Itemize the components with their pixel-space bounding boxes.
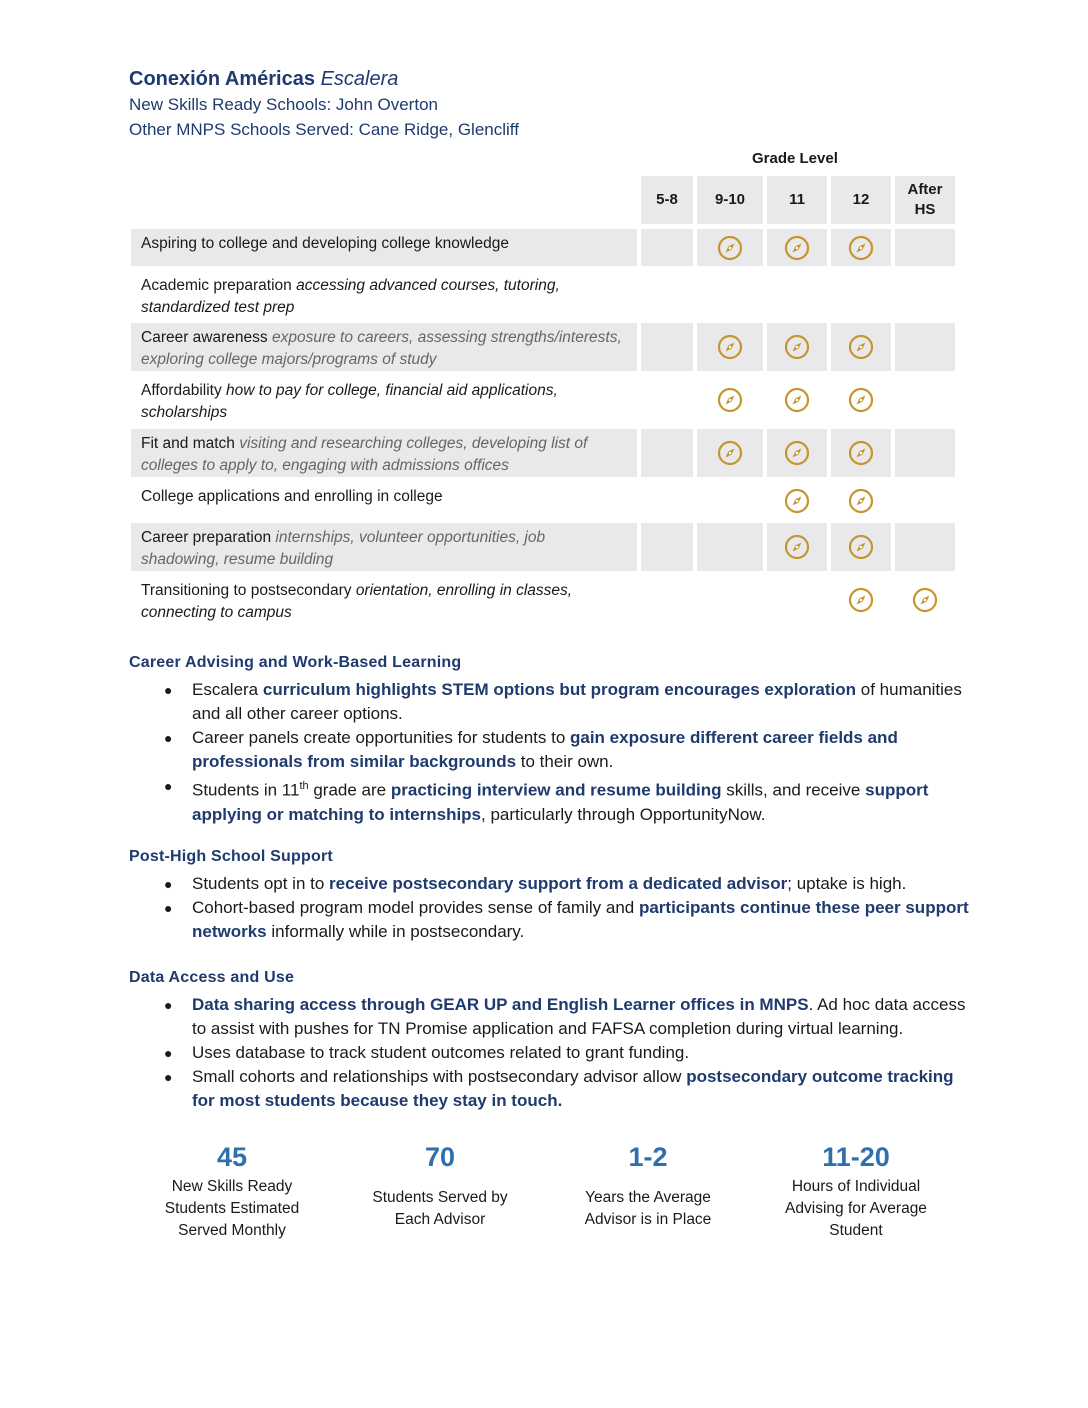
grade-cell	[697, 271, 763, 319]
table-row-label	[131, 576, 637, 624]
bullet-icon: ●	[164, 778, 173, 794]
grade-cell	[895, 576, 955, 624]
grade-column-header: 11	[767, 176, 827, 224]
grade-cell	[895, 229, 955, 266]
compass-icon	[912, 587, 938, 613]
grade-cell	[641, 482, 693, 519]
stat-value: 70	[424, 1142, 456, 1172]
row-description: orientation, enrolling in classes, connecting to campus	[141, 582, 573, 621]
section-heading: Data Access and Use	[129, 969, 295, 986]
org-name: Conexión Américas	[129, 68, 315, 90]
bullet-text: Cohort-based program model provides sense of family and	[192, 898, 639, 917]
bullet-text: ; uptake is high.	[787, 874, 907, 893]
grade-cell	[641, 576, 693, 624]
stat-label: Students Served by Each Advisor	[372, 1189, 508, 1228]
grade-cell	[831, 271, 891, 319]
highlighted-text: receive postsecondary support from a dedicated advisor	[329, 874, 788, 893]
grade-cell	[831, 523, 891, 571]
compass-icon	[848, 334, 874, 360]
bullet-list	[150, 872, 970, 944]
table-row-label	[131, 482, 637, 519]
row-title: Aspiring to college and developing college knowledge	[141, 235, 509, 252]
grade-cell	[767, 576, 827, 624]
highlighted-text: postsecondary outcome tracking for most students because they stay in touch.	[192, 1067, 954, 1110]
grade-cell	[697, 482, 763, 519]
stat-label: Years the Average Advisor is in Place	[584, 1189, 712, 1228]
bullet-text: to their own.	[516, 752, 614, 771]
grade-cell	[641, 323, 693, 371]
stat-label: Hours of Individual Advising for Average Student	[785, 1178, 927, 1239]
nsr-schools-line: New Skills Ready Schools: John Overton	[129, 95, 438, 114]
highlighted-text: practicing interview and resume building	[390, 780, 722, 800]
row-description: exposure to careers, assessing strengths/interests, exploring college majors/programs of study	[141, 329, 622, 368]
grade-cell	[641, 523, 693, 571]
stat-block	[553, 1140, 743, 1231]
grade-cell	[895, 523, 955, 571]
grade-column-header	[895, 176, 955, 224]
bullet-text: Uses database to track student outcomes related to grant funding.	[192, 1043, 690, 1062]
bullet-icon: ●	[164, 730, 173, 746]
stat-block	[761, 1140, 951, 1242]
bullet-list	[150, 678, 970, 827]
grade-cell	[641, 429, 693, 477]
row-title: Transitioning to postsecondary	[141, 582, 352, 599]
grade-cell	[831, 429, 891, 477]
bullet-icon: ●	[164, 900, 173, 916]
row-title: College applications and enrolling in college	[141, 488, 443, 505]
bullet-text: Students opt in to	[192, 874, 330, 893]
row-title: Career awareness	[141, 329, 268, 346]
bullet-icon: ●	[164, 876, 173, 892]
grade-cell	[895, 271, 955, 319]
bullet-icon: ●	[164, 997, 173, 1013]
grade-cell	[697, 523, 763, 571]
bullet-text: Escalera	[192, 680, 263, 699]
grade-cell	[831, 376, 891, 424]
highlighted-text: Data sharing access through GEAR UP and English Learner offices in MNPS	[192, 995, 809, 1014]
row-description: accessing advanced courses, tutoring, standardized test prep	[141, 277, 560, 316]
grade-cell	[697, 429, 763, 477]
row-title: Career preparation	[141, 529, 272, 546]
compass-icon	[848, 488, 874, 514]
grade-column-header: 9-10	[697, 176, 763, 224]
grade-column-header: 12	[831, 176, 891, 224]
stat-value: 45	[216, 1142, 248, 1172]
grade-cell	[767, 429, 827, 477]
grade-cell	[697, 229, 763, 266]
grade-cell	[697, 576, 763, 624]
bullet-text: skills, and receive	[721, 780, 866, 800]
grade-cell	[831, 576, 891, 624]
bullet-icon: ●	[164, 1045, 173, 1061]
bullet-item	[150, 1041, 970, 1065]
bullet-icon: ●	[164, 1069, 173, 1085]
bullet-item	[150, 774, 970, 827]
program-name: Escalera	[320, 68, 399, 90]
bullet-text: th	[299, 780, 309, 792]
table-row-label	[131, 229, 637, 266]
highlighted-text: gain exposure different career fields and professionals from similar backgrounds	[192, 728, 898, 771]
grade-cell	[831, 229, 891, 266]
grade-cell	[641, 271, 693, 319]
grade-cell	[767, 323, 827, 371]
grade-cell	[831, 482, 891, 519]
compass-icon	[848, 235, 874, 261]
grade-column-header: 5-8	[641, 176, 693, 224]
bullet-item	[150, 896, 970, 944]
compass-icon	[848, 440, 874, 466]
compass-icon	[848, 387, 874, 413]
bullet-text: of humanities and all other career options.	[192, 680, 962, 723]
bullet-text: , particularly through OpportunityNow.	[481, 804, 766, 824]
grade-cell	[831, 323, 891, 371]
bullet-text: . Ad hoc data access to assist with pushes for TN Promise application and FAFSA completion during virtual learning.	[192, 995, 966, 1038]
grade-cell	[641, 376, 693, 424]
row-title: Academic preparation	[141, 277, 292, 294]
row-description: visiting and researching colleges, developing list of colleges to apply to, engaging with admissions offices	[141, 435, 588, 474]
compass-icon	[784, 235, 810, 261]
grade-cell	[767, 229, 827, 266]
grade-cell	[641, 229, 693, 266]
bullet-item	[150, 872, 970, 896]
table-row-label	[131, 271, 637, 319]
highlighted-text: curriculum highlights STEM options but program encourages exploration	[262, 680, 857, 699]
highlighted-text: support applying or matching to internships	[192, 780, 929, 824]
grade-cell	[895, 429, 955, 477]
stat-value: 11-20	[822, 1142, 890, 1172]
bullet-item	[150, 993, 970, 1041]
stat-block	[345, 1140, 535, 1231]
row-title: Fit and match	[141, 435, 235, 452]
compass-icon	[784, 488, 810, 514]
row-title: Affordability	[141, 382, 222, 399]
compass-icon	[784, 387, 810, 413]
grade-column-label: After HS	[907, 181, 943, 218]
compass-icon	[717, 334, 743, 360]
other-schools-line: Other MNPS Schools Served: Cane Ridge, Glencliff	[129, 120, 519, 139]
bullet-text: Small cohorts and relationships with postsecondary advisor allow	[192, 1067, 687, 1086]
bullet-text: grade are	[308, 780, 391, 800]
bullet-list	[150, 993, 970, 1113]
stat-value: 1-2	[628, 1142, 668, 1172]
highlighted-text: participants continue these peer support networks	[192, 898, 969, 941]
bullet-text: informally while in postsecondary.	[266, 922, 525, 941]
compass-icon	[717, 235, 743, 261]
grade-cell	[895, 323, 955, 371]
grade-cell	[767, 482, 827, 519]
grade-cell	[895, 482, 955, 519]
bullet-item	[150, 1065, 970, 1113]
table-row-label	[131, 523, 637, 571]
compass-icon	[784, 440, 810, 466]
grade-cell	[895, 376, 955, 424]
compass-icon	[848, 587, 874, 613]
bullet-icon: ●	[164, 682, 173, 698]
compass-icon	[717, 440, 743, 466]
bullet-item	[150, 678, 970, 726]
grade-level-heading: Grade Level	[752, 150, 838, 167]
page-title	[129, 68, 398, 91]
stat-block	[137, 1140, 327, 1242]
grade-cell	[767, 376, 827, 424]
row-description: internships, volunteer opportunities, job shadowing, resume building	[141, 529, 546, 568]
grade-cell	[697, 323, 763, 371]
bullet-text: Students in 11	[192, 780, 300, 800]
stat-label: New Skills Ready Students Estimated Served Monthly	[164, 1178, 300, 1239]
grade-cell	[697, 376, 763, 424]
grade-cell	[767, 271, 827, 319]
row-description: how to pay for college, financial aid applications, scholarships	[141, 382, 558, 421]
compass-icon	[784, 534, 810, 560]
table-row-label	[131, 323, 637, 371]
section-heading: Career Advising and Work-Based Learning	[129, 654, 462, 671]
compass-icon	[717, 387, 743, 413]
table-row-label	[131, 429, 637, 477]
compass-icon	[784, 334, 810, 360]
table-row-label	[131, 376, 637, 424]
section-heading: Post-High School Support	[129, 848, 333, 865]
bullet-text: Career panels create opportunities for students to	[192, 728, 570, 747]
compass-icon	[848, 534, 874, 560]
bullet-item	[150, 726, 970, 774]
grade-cell	[767, 523, 827, 571]
